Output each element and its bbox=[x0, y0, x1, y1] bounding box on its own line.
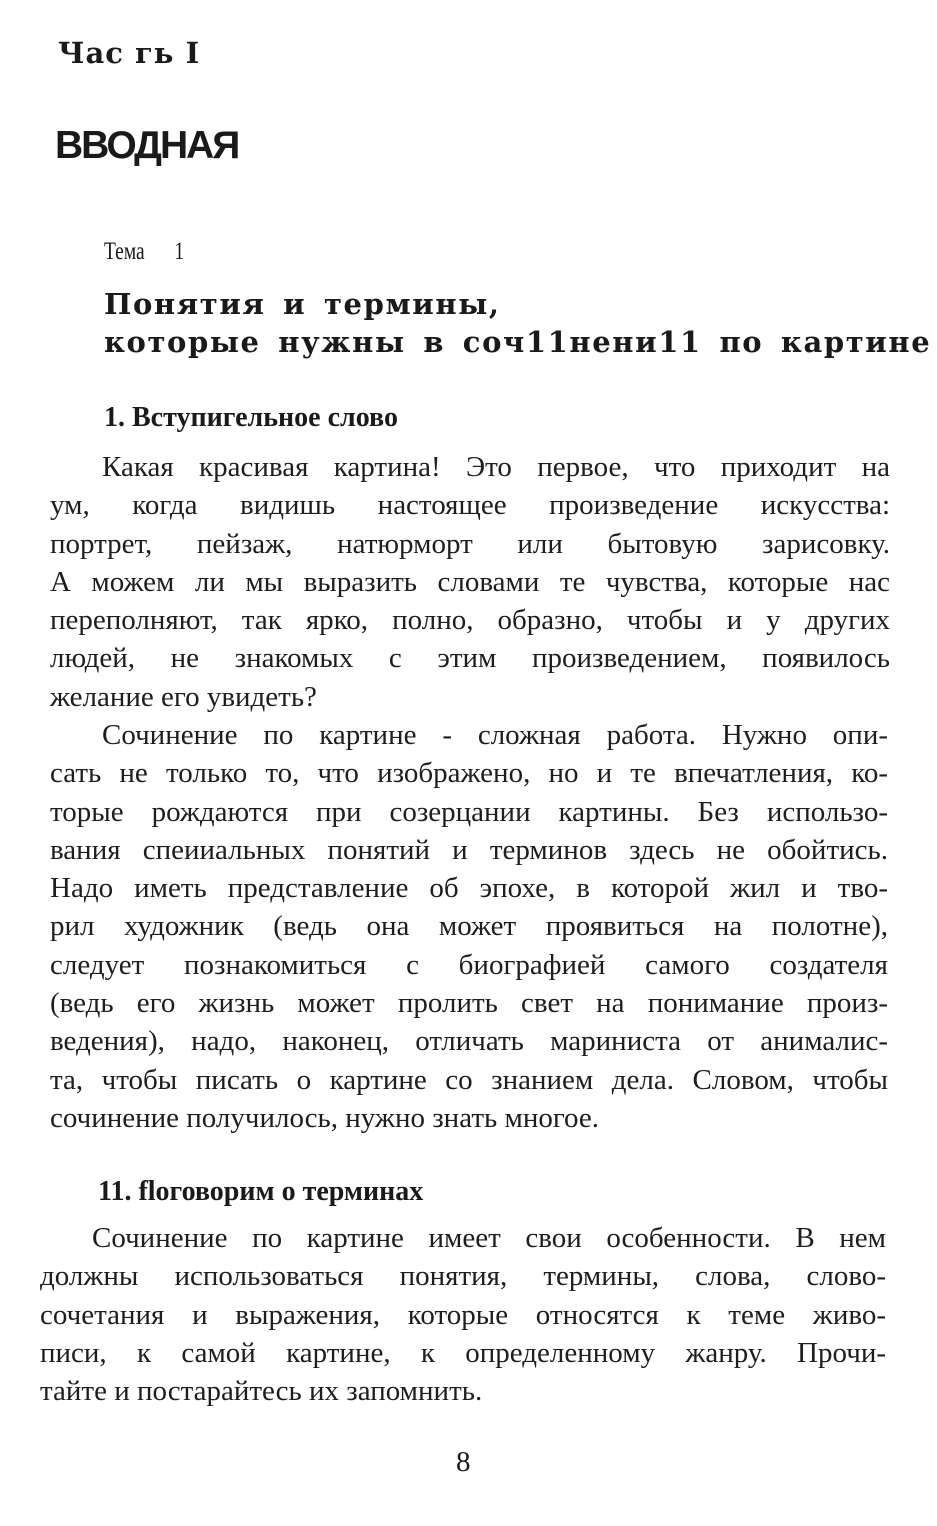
text-line: сочетания и выражения, которые относятся к теме живо- bbox=[40, 1298, 886, 1331]
text-line: людей, не знакомых с этим произведением, появилось bbox=[50, 642, 890, 675]
text-line: вания спеииальных понятий и терминов здесь не обойтись. bbox=[50, 833, 888, 866]
text-line: рил художник (ведь она может проявиться на полотне), bbox=[50, 910, 888, 943]
text-line: (ведь его жизнь может пролить свет на понимание произ- bbox=[50, 987, 888, 1020]
text-line: сочинение получилось, нужно знать многое. bbox=[50, 1101, 599, 1134]
topic-title-line: Понятия и термины, bbox=[104, 287, 501, 321]
text-line: А можем ли мы выразить словами те чувства, которые нас bbox=[50, 565, 890, 598]
text-line: та, чтобы писать о картине со знанием дела. Словом, чтобы bbox=[50, 1063, 888, 1096]
topic-title-line: которые нужны в соч11нени11 по картине bbox=[104, 325, 932, 359]
topic-word: Тема bbox=[104, 238, 145, 265]
text-line: сать не только то, что изображено, но и те впечатления, ко- bbox=[50, 757, 888, 790]
page-number: 8 bbox=[456, 1446, 471, 1478]
text-line: торые рождаются при созерцании картины. Без использо- bbox=[50, 795, 888, 828]
paragraph bbox=[50, 448, 890, 716]
text-line: Сочинение по картине - сложная работа. Нужно опи- bbox=[102, 719, 888, 751]
section-heading-terms: 11. flоговорим о терминах bbox=[98, 1176, 424, 1207]
text-line: следует познакомиться с биографией самого создателя bbox=[50, 948, 888, 981]
topic-title bbox=[104, 285, 932, 361]
text-line: должны использоваться понятия, термины, слова, слово- bbox=[40, 1260, 886, 1293]
text-line: тайте и постарайтесь их запомнить. bbox=[40, 1375, 483, 1408]
text-line: Какая красивая картина! Это первое, что приходит на bbox=[102, 451, 890, 483]
section-title: ВВОДНАЯ bbox=[55, 124, 239, 167]
text-line: Надо иметь представление об эпохе, в которой жил и тво- bbox=[50, 872, 888, 905]
topic-number: 1 bbox=[174, 238, 185, 265]
part-label: Час гь I bbox=[58, 36, 201, 70]
topic-label bbox=[104, 238, 184, 266]
paragraph bbox=[50, 716, 888, 1137]
text-line: ведения), надо, наконец, отличать мариниста от анималис- bbox=[50, 1025, 888, 1058]
text-line: желание его увидеть? bbox=[50, 680, 317, 713]
text-line: портрет, пейзаж, натюрморт или бытовую зарисовку. bbox=[50, 527, 890, 560]
paragraph bbox=[40, 1219, 886, 1410]
text-line: Сочинение по картине имеет свои особенности. В нем bbox=[92, 1222, 886, 1254]
text-line: переполняют, так ярко, полно, образно, чтобы и у других bbox=[50, 604, 890, 637]
text-line: писи, к самой картине, к определенному жанру. Прочи- bbox=[40, 1336, 886, 1369]
section-heading-intro: 1. Вступигельное слово bbox=[104, 402, 398, 433]
text-line: ум, когда видишь настоящее произведение искусства: bbox=[50, 489, 890, 522]
